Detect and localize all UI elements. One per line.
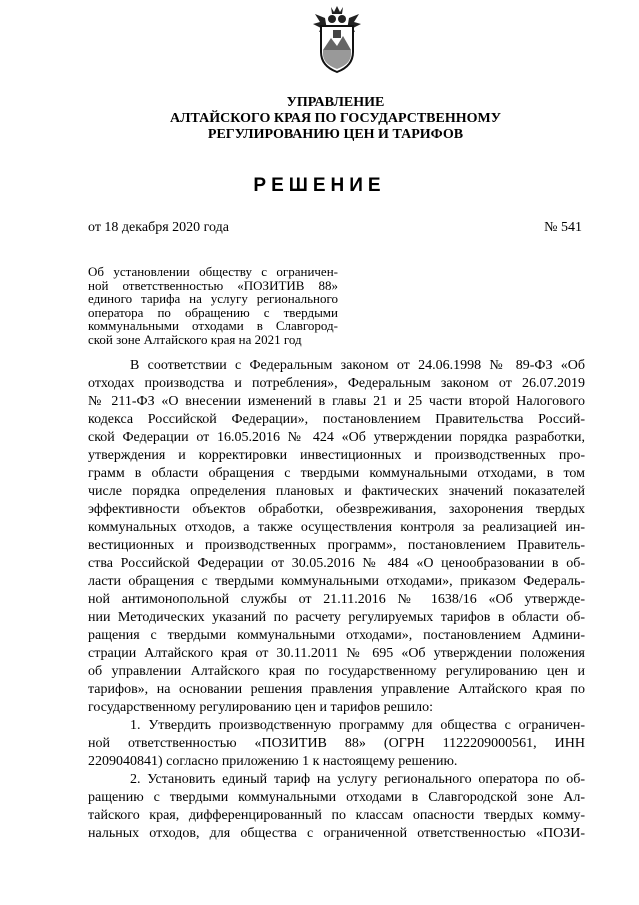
document-body [88,357,585,843]
coat-of-arms-icon [311,4,363,74]
body-line: нии Методических указаний по расчету регулируемых тарифов в области об- [88,610,585,625]
organization-name [120,95,551,143]
document-title: РЕШЕНИЕ [253,175,386,196]
document-subject [88,265,338,346]
document-date: от 18 декабря 2020 года [88,220,229,235]
body-line: страции Алтайского края от 30.11.2011 № 695 «Об утверждении положения [88,646,585,661]
body-line: тарифов», на основании решения правления управление Алтайского края по [88,682,585,697]
body-line: ства Российской Федерации от 30.05.2016 № 484 «О ценообразовании в об- [88,556,585,571]
body-line: отходах производства и потребления», Федеральным законом от 26.07.2019 [88,376,585,391]
body-line: об управлении Алтайского края по государственному регулированию цен и [88,664,585,679]
subject-line: Об установлении обществу с ограничен- [88,264,338,279]
body-line: ной ответственностью «ПОЗИТИВ 88» (ОГРН 1122209000561, ИНН [88,736,585,751]
body-line: государственному регулированию цен и тарифов решило: [88,700,434,715]
body-line: грамм в области обращения с твердыми коммунальными отходами, в том [88,466,585,481]
body-line: ращения с твердыми коммунальными отходами», постановлением Админи- [88,628,585,643]
body-line: 1. Утвердить производственную программу для общества с ограничен- [130,718,585,733]
subject-line: ской зоне Алтайского края на 2021 год [88,331,302,347]
org-line: АЛТАЙСКОГО КРАЯ ПО ГОСУДАРСТВЕННОМУ [170,111,501,126]
org-line: РЕГУЛИРОВАНИЮ ЦЕН И ТАРИФОВ [207,127,464,142]
body-line: ской Федерации от 16.05.2016 № 424 «Об утверждении порядка разработки, [88,430,585,445]
body-line: эффективности объектов обработки, обезвреживания, захоронения твердых [88,502,585,517]
body-line: ласти обращения с твердыми коммунальными отходами», приказом Федераль- [88,574,585,589]
body-line: нальных отходов, для общества с ограниченной ответственностью «ПОЗИ- [88,826,585,841]
subject-line: единого тарифа на услугу регионального [88,291,338,306]
body-line: 2209040841) согласно приложению 1 к настоящему решению. [88,754,458,769]
subject-line: оператора по обращению с твердыми [88,304,338,320]
body-line: В соответствии с Федеральным законом от 24.06.1998 № 89-ФЗ «Об [130,358,585,373]
document-number: № 541 [544,220,582,235]
body-line: № 211-ФЗ «О внесении изменений в главы 21 и 25 части второй Налогового [88,394,585,409]
body-line: ращению с твердыми коммунальными отходами в Славгородской зоне Ал- [88,790,585,805]
org-line: УПРАВЛЕНИЕ [286,95,385,110]
body-line: вестиционных и производственных программ», постановлением Правитель- [88,538,585,553]
body-line: кодекса Российской Федерации», постановлением Правительства Россий- [88,412,585,427]
body-line: ной антимонопольной службы от 21.11.2016 № 1638/16 «Об утвержде- [88,592,585,607]
subject-line: коммунальными отходами в Славгород- [88,318,338,333]
subject-line: ной ответственностью «ПОЗИТИВ 88» [88,277,338,293]
body-line: утверждения и корректировки инвестиционных и производственных про- [88,448,585,463]
body-line: числе порядка определения плановых и фактических значений показателей [88,484,585,499]
body-line: тайского края, дифференцированный по классам опасности твердых комму- [88,808,585,823]
body-line: коммунальных отходов, а также осуществления контроля за реализацией ин- [88,520,585,535]
body-line: 2. Установить единый тариф на услугу регионального оператора по об- [130,772,585,787]
